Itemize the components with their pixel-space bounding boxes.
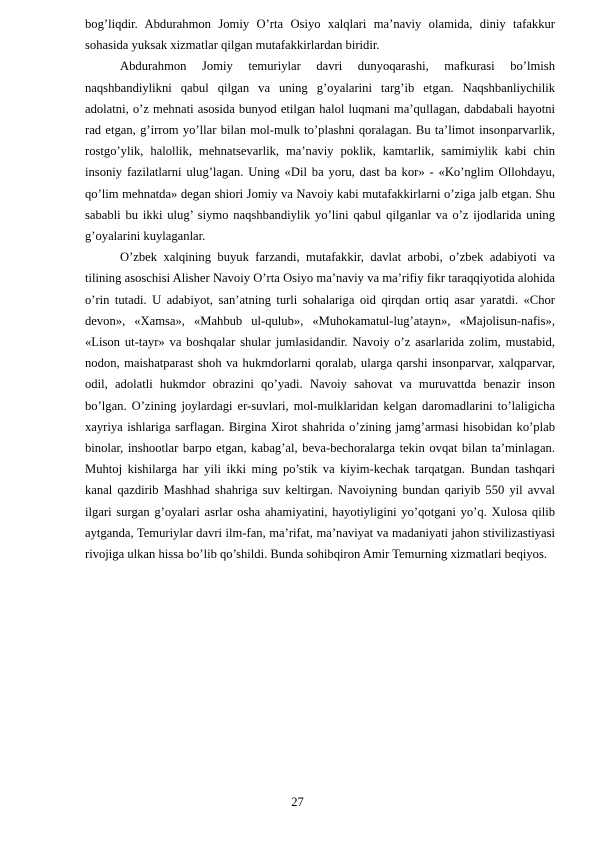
paragraph-alisher-navoiy: O’zbek xalqining buyuk farzandi, mutafakkir, davlat arbobi, o’zbek adabiyoti va tilining asoschisi Alisher Navoiy O’rta Osiyo ma’naviy va ma’rifiy fikr taraqqiyotida alohida o’rin tutadi. U adabiyot, san’atning turli sohalariga oid qirqdan ortiq asar yaratdi. «Chor devon», «Xamsa», «Mahbub ul-qulub», «Muhokamatul-lug’atayn», «Majolisun-nafis», «Lison ut-tayr» va boshqalar shular jumlasidandir. Navoiy o’z asarlarida zolim, mustabid, nodon, maishatparast shoh va hukmdorlarni qoralab, ularga qarshi insonparvar, xalqparvar, odil, adolatli hukmdor obrazini qo’yadi. Navoiy sahovat va muruvattda benazir inson bo’lgan. O’zining joylardagi er-suvlari, mol-mulklaridan kelgan daromadlarini to’laligicha xayriya ishlariga sarflagan. Birgina Xirot shahrida o’zining jamg’armasi hisobidan ko’plab binolar, inshootlar barpo etgan, kabag’al, beva-bechoralarga tekin ovqat bilan ta’minlagan. Muhtoj kishilarga har yili ikki ming po’stik va kiyim-kechak tarqatgan. Bundan tashqari kanal qazdirib Mashhad shahriga suv keltirgan. Navoiyning bundan qariyib 550 yil avval ilgari surgan g’oyalari asrlar osha ahamiyatini, hayotiyligini yo’qotgani yo’q. Xulosa qilib aytganda, Temuriylar davri ilm-fan, ma’rifat, ma’naviyat va madaniyati jahon stivilizastiyasi rivojiga ulkan hissa bo’lib qo’shildi. Bunda sohibqiron Amir Temurning xizmatlari beqiyos.: [85, 250, 555, 562]
body-text: [85, 14, 555, 565]
page-number: 27: [291, 795, 304, 809]
paragraph-jomiy-naqshbandiya: Abdurahmon Jomiy temuriylar davri dunyoqarashi, mafkurasi bo’lmish naqshbandiylikni qabul qilgan va uning g’oyalarini targ’ib etgan. Naqshbanliychilik adolatni, o’z mehnati asosida bunyod etilgan halol luqmani ma’qullagan, dabdabali hayotni rad etgan, g’irrom yo’llar bilan mol-mulk to’plashni qoralagan. Bu ta’limot insonparvarlik, rostgo’ylik, halollik, mehnatsevarlik, ma’naviy poklik, kamtarlik, samimiylik kabi chin insoniy fazilatlarni ulug’lagan. Uning «Dil ba yoru, dast ba kor» - «Ko’nglim Ollohdayu, qo’lim mehnatda» degan shiori Jomiy va Navoiy kabi mutafakkirlarni o’ziga jalb etgan. Shu sababli bu ikki ulug’ siymo naqshbandiylik yo’lini qabul qilganlar va o’z ijodlarida uning g’oyalarini kuylaganlar.: [85, 59, 555, 244]
paragraph-continuation: bog’liqdir. Abdurahmon Jomiy O’rta Osiyo xalqlari ma’naviy olamida, diniy tafakkur sohasida yuksak xizmatlar qilgan mutafakkirlardan biridir.: [85, 17, 555, 53]
